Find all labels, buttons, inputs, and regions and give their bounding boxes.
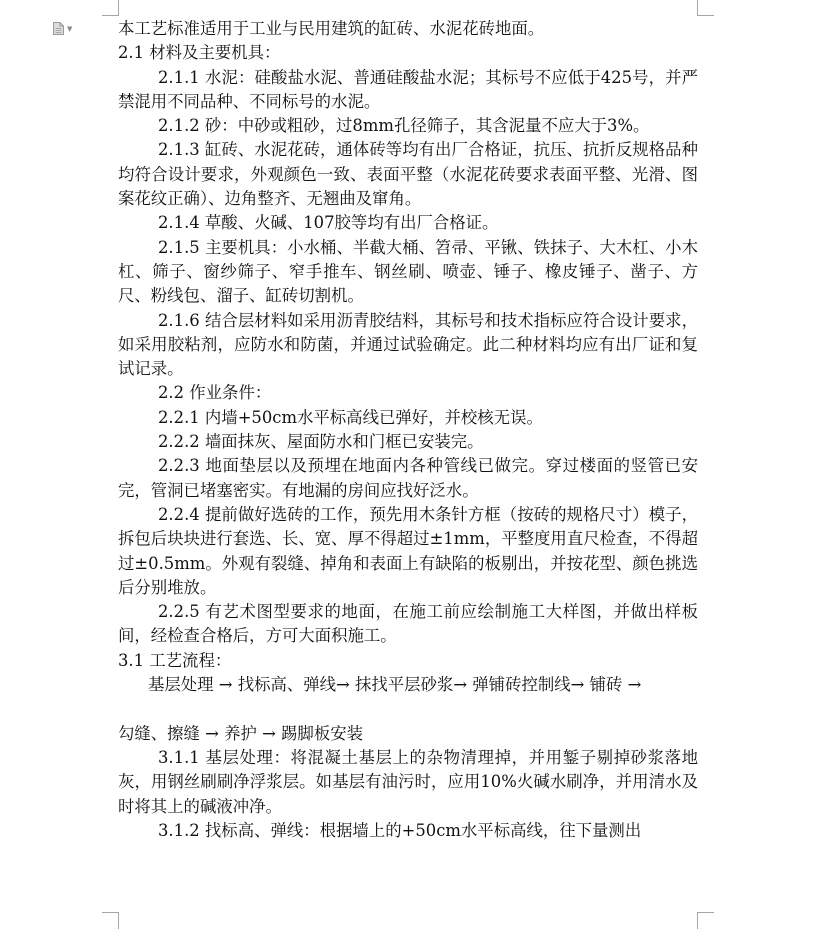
crop-mark-bottom-left xyxy=(102,912,119,929)
section-heading: 2.1 材料及主要机具： xyxy=(118,43,281,63)
paragraph: 2.1.2 砂：中砂或粗砂，过8mm孔径筛子，其含泥量不应大于3%。 xyxy=(158,116,650,136)
paragraph: 2.1.3 缸砖、水泥花砖，通体砖等均有出厂合格证，抗压、抗折反规格品种均符合设计要求，外观颜色一致、表面平整（水泥花砖要求表面平整、光滑、图案花纹正确）、边角整齐、无翘曲及窜角。 xyxy=(118,140,698,209)
process-flow-line: 勾缝、擦缝 → 养护 → 踢脚板安装 xyxy=(118,723,363,743)
chevron-down-icon: ▼ xyxy=(67,24,73,33)
process-flow-line: 基层处理 → 找标高、弹线→ 抹找平层砂浆→ 弹铺砖控制线→ 铺砖 → xyxy=(148,675,642,695)
paragraph: 2.2.5 有艺术图型要求的地面，在施工前应绘制施工大样图，并做出样板间，经检查合格后，方可大面积施工。 xyxy=(118,602,698,646)
paragraph-options-button[interactable] xyxy=(53,22,72,35)
paragraph: 2.2.4 提前做好选砖的工作，预先用木条针方框（按砖的规格尺寸）模子，拆包后块块进行套选、长、宽、厚不得超过±1mm，平整度用直尺检查，不得超过±0.5mm。外观有裂缝、掉角和表面上有缺陷的板剔出，并按花型、颜色挑选后分别堆放。 xyxy=(118,504,698,597)
paragraph: 3.1.2 找标高、弹线：根据墙上的+50cm水平标高线，往下量测出 xyxy=(158,820,642,840)
paragraph: 2.1.5 主要机具：小水桶、半截大桶、笤帚、平锹、铁抹子、大木杠、小木杠、筛子、窗纱筛子、窄手推车、钢丝刷、喷壶、锤子、橡皮锤子、凿子、方尺、粉线包、溜子、缸砖切割机。 xyxy=(118,237,698,306)
document-body[interactable] xyxy=(118,17,698,843)
paragraph: 2.1.6 结合层材料如采用沥青胶结料，其标号和技术指标应符合设计要求，如采用胶粘剂，应防水和防菌，并通过试验确定。此二种材料均应有出厂证和复试记录。 xyxy=(118,310,698,379)
section-heading: 2.2 作业条件： xyxy=(158,383,272,403)
paragraph: 本工艺标准适用于工业与民用建筑的缸砖、水泥花砖地面。 xyxy=(118,19,545,38)
section-heading: 3.1 工艺流程： xyxy=(118,650,232,670)
paragraph: 2.2.1 内墙+50cm水平标高线已弹好，并校核无误。 xyxy=(158,407,543,427)
paragraph: 2.1.4 草酸、火碱、107胶等均有出厂合格证。 xyxy=(158,213,499,233)
paragraph: 2.1.1 水泥：硅酸盐水泥、普通硅酸盐水泥；其标号不应低于425号，并严禁混用不同品种、不同标号的水泥。 xyxy=(118,67,698,111)
document-icon xyxy=(53,22,64,35)
crop-mark-top-right xyxy=(697,0,714,16)
crop-mark-bottom-right xyxy=(697,912,714,929)
crop-mark-top-left xyxy=(102,0,119,16)
paragraph: 2.2.2 墙面抹灰、屋面防水和门框已安装完。 xyxy=(158,432,484,452)
paragraph: 2.2.3 地面垫层以及预埋在地面内各种管线已做完。穿过楼面的竖管已安完，管洞已堵塞密实。有地漏的房间应找好泛水。 xyxy=(118,456,698,500)
blank-line xyxy=(118,697,698,721)
paragraph: 3.1.1 基层处理：将混凝土基层上的杂物清理掉，并用錾子剔掉砂浆落地灰，用钢丝刷刷净浮浆层。如基层有油污时，应用10%火碱水刷净，并用清水及时将其上的碱液冲净。 xyxy=(118,747,698,816)
